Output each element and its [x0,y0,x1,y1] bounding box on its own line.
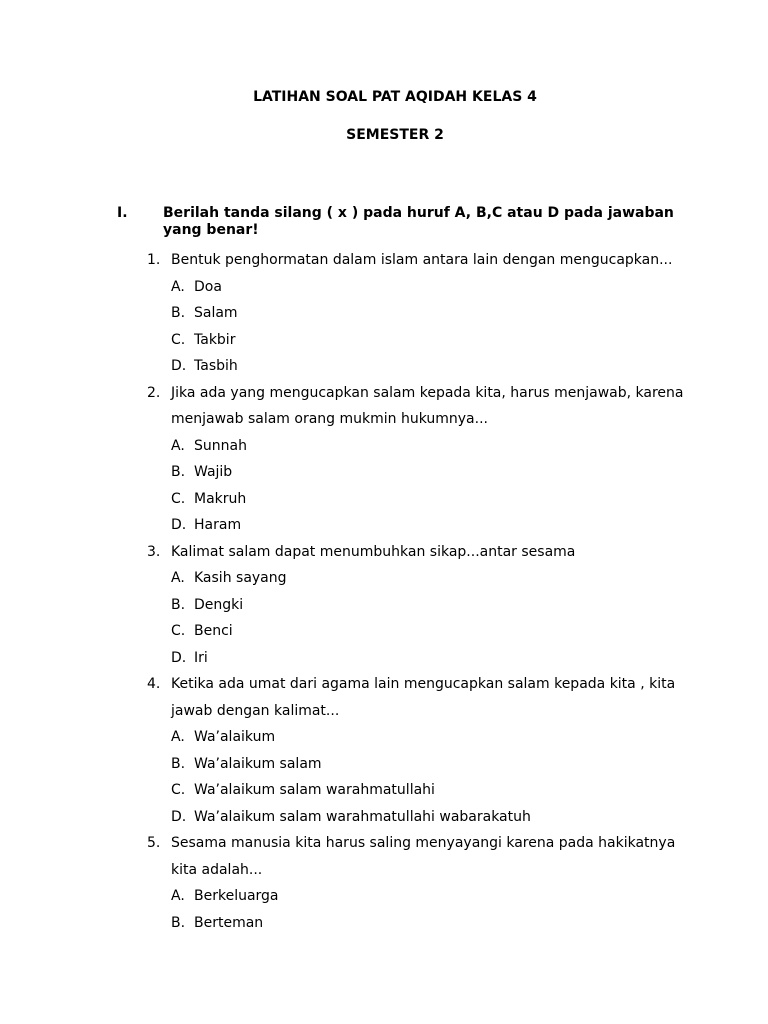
question-number: 1. [147,252,161,268]
answer-option [0,592,768,619]
option-text: Iri [194,649,208,666]
question-text: jawab dengan kalimat... [171,702,340,719]
option-text: Doa [194,278,222,295]
option-letter: B. [171,464,186,480]
question-line [0,857,768,884]
option-letter: D. [171,649,187,666]
answer-option [0,645,768,672]
option-letter: D. [171,808,187,825]
option-letter: C. [171,782,186,798]
answer-option [0,883,768,910]
question-line [0,539,768,566]
answer-option [0,724,768,751]
option-letter: B. [171,305,186,321]
option-letter: B. [171,914,186,931]
option-letter: B. [171,755,186,772]
question-line [0,698,768,725]
question-line [0,247,768,274]
answer-option [0,910,768,937]
question-item [0,830,768,936]
option-letter: A. [171,888,185,904]
option-text: Haram [194,517,242,533]
section-number: I. [117,205,128,221]
question-number: 3. [147,543,161,560]
document-subtitle: SEMESTER 2 [346,127,444,143]
option-letter: C. [171,331,186,348]
option-letter: D. [171,517,187,533]
option-text: Salam [194,305,238,321]
answer-option [0,777,768,804]
option-letter: A. [171,437,185,454]
question-item [0,380,768,539]
option-text: Kasih sayang [194,570,287,586]
answer-option [0,512,768,539]
option-letter: A. [171,729,185,745]
question-text: Bentuk penghormatan dalam islam antara lain dengan mengucapkan... [171,252,673,268]
question-line [0,671,768,698]
option-text: Wajib [194,464,233,480]
option-text: Wa’alaikum salam warahmatullahi wabarakatuh [194,808,531,825]
option-text: Sunnah [194,437,247,454]
question-item [0,671,768,830]
answer-option [0,751,768,778]
answer-option [0,327,768,354]
answer-option [0,353,768,380]
option-text: Wa’alaikum salam [194,755,322,772]
answer-option [0,300,768,327]
option-text: Tasbih [194,358,238,374]
option-text: Wa’alaikum [194,729,276,745]
question-text: Ketika ada umat dari agama lain mengucapkan salam kepada kita , kita [171,676,676,692]
question-number: 5. [147,835,161,851]
option-text: Takbir [194,331,236,348]
answer-option [0,804,768,831]
option-letter: A. [171,570,185,586]
answer-option [0,433,768,460]
answer-option [0,565,768,592]
option-letter: C. [171,490,186,507]
answer-option [0,486,768,513]
question-text: menjawab salam orang mukmin hukumnya... [171,411,488,427]
question-line [0,406,768,433]
option-letter: B. [171,596,186,613]
question-item [0,539,768,672]
option-text: Berkeluarga [194,888,279,904]
option-letter: A. [171,278,185,295]
question-line [0,380,768,407]
option-letter: D. [171,358,187,374]
option-text: Benci [194,623,233,639]
question-text: Sesama manusia kita harus saling menyayangi karena pada hakikatnya [171,835,676,851]
answer-option [0,618,768,645]
option-text: Makruh [194,490,247,507]
question-line [0,830,768,857]
question-number: 4. [147,676,161,692]
question-number: 2. [147,384,161,401]
option-letter: C. [171,623,186,639]
option-text: Wa’alaikum salam warahmatullahi [194,782,435,798]
section-instruction: Berilah tanda silang ( x ) pada huruf A, B,C atau D pada jawaban yang benar! [163,205,674,238]
option-text: Dengki [194,596,244,613]
answer-option [0,459,768,486]
question-text: Kalimat salam dapat menumbuhkan sikap...antar sesama [171,543,576,560]
document-title: LATIHAN SOAL PAT AQIDAH KELAS 4 [253,89,537,105]
option-text: Berteman [194,914,264,931]
question-list [0,247,768,936]
question-item [0,247,768,380]
answer-option [0,274,768,301]
question-text: Jika ada yang mengucapkan salam kepada kita, harus menjawab, karena [171,384,684,401]
question-text: kita adalah... [171,861,263,878]
